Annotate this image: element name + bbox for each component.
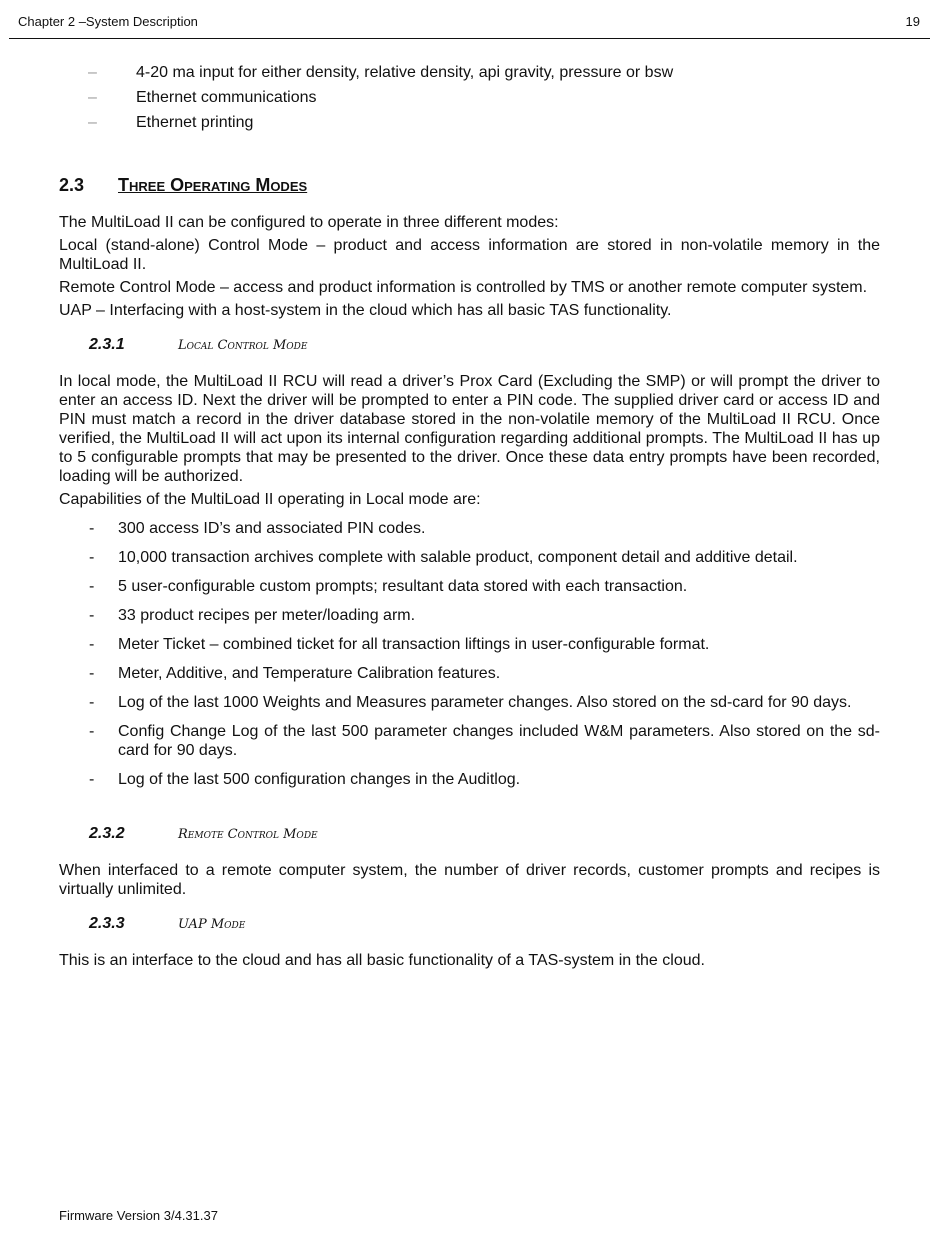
- subsection-heading-remote: [89, 825, 880, 847]
- list-item: - Log of the last 1000 Weights and Measures parameter changes. Also stored on the sd-card for 90 days.: [89, 694, 852, 711]
- subsection-heading-uap: [89, 915, 880, 937]
- section-heading: [59, 175, 880, 199]
- list-item: - 33 product recipes per meter/loading arm.: [89, 607, 416, 624]
- remote-mode-paragraph: When interfaced to a remote computer system, the number of driver records, customer prompts and recipes is virtually unlimited.: [59, 862, 880, 898]
- list-item: - Meter Ticket – combined ticket for all transaction liftings in user-configurable format.: [89, 636, 710, 653]
- firmware-version-footer: Firmware Version 3/4.31.37: [59, 1208, 218, 1223]
- capabilities-intro: Capabilities of the MultiLoad II operating in Local mode are:: [59, 491, 481, 508]
- subsection-title: Remote Control Mode: [178, 827, 318, 842]
- list-item: – 4-20 ma input for either density, relative density, api gravity, pressure or bsw: [59, 60, 880, 85]
- uap-mode-paragraph: This is an interface to the cloud and has all basic functionality of a TAS-system in the cloud.: [59, 952, 705, 969]
- local-mode-paragraph: In local mode, the MultiLoad II RCU will read a driver’s Prox Card (Excluding the SMP) or will prompt the driver to enter an access ID. Next the driver will be prompted to enter a PIN code. The supplied driver card or access ID and PIN must match a record in the driver database stored in the non-volatile memory of the MultiLoad II RCU. Once verified, the MultiLoad II will act upon its internal configuration regarding additional prompts. The MultiLoad II has up to 5 configurable prompts that may be presented to the driver. Once these data entry prompts have been recorded, loading will be authorized.: [59, 373, 880, 485]
- capabilities-list: [59, 519, 880, 789]
- header-divider: [9, 38, 930, 39]
- list-item: - 5 user-configurable custom prompts; resultant data stored with each transaction.: [89, 578, 688, 595]
- list-item: - Meter, Additive, and Temperature Calibration features.: [89, 665, 501, 682]
- list-item: – Ethernet communications: [59, 85, 880, 110]
- subsection-heading-local: [89, 336, 880, 358]
- intro-paragraph: The MultiLoad II can be configured to operate in three different modes:: [59, 214, 559, 231]
- subsection-title: UAP Mode: [178, 917, 246, 932]
- page-header: [18, 14, 920, 32]
- subsection-title: Local Control Mode: [178, 338, 308, 353]
- list-item: - 10,000 transaction archives complete with salable product, component detail and additive detail.: [89, 549, 798, 566]
- list-item: - Config Change Log of the last 500 parameter changes included W&M parameters. Also stored on the sd-card for 90 days.: [89, 723, 880, 759]
- subsection-number: 2.3.2: [89, 825, 125, 842]
- section-number: 2.3: [59, 175, 85, 195]
- dash-bullet: –: [88, 89, 97, 106]
- list-item: – Ethernet printing: [59, 110, 880, 135]
- list-item: - Log of the last 500 configuration changes in the Auditlog.: [89, 771, 521, 788]
- local-mode-summary: Local (stand-alone) Control Mode – product and access information are stored in non-volatile memory in the MultiLoad II.: [59, 237, 880, 273]
- page-number: 19: [905, 14, 920, 29]
- subsection-number: 2.3.3: [89, 915, 125, 932]
- chapter-title: Chapter 2 –System Description: [18, 14, 198, 29]
- dash-bullet: –: [88, 114, 97, 131]
- section-title: Three Operating Modes: [118, 175, 308, 195]
- subsection-number: 2.3.1: [89, 336, 125, 353]
- uap-mode-summary: UAP – Interfacing with a host-system in the cloud which has all basic TAS functionality.: [59, 302, 672, 319]
- remote-mode-summary: Remote Control Mode – access and product information is controlled by TMS or another remote computer system.: [59, 279, 868, 296]
- feature-list: [59, 60, 880, 135]
- page-content: [59, 60, 880, 970]
- dash-bullet: –: [88, 64, 97, 81]
- list-item: - 300 access ID’s and associated PIN codes.: [89, 520, 426, 537]
